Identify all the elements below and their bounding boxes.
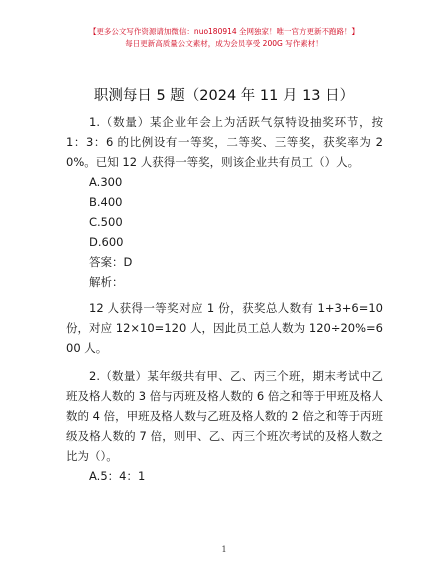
question-1-answer: 答案：D bbox=[89, 255, 133, 269]
document-body bbox=[66, 112, 383, 486]
question-1-option-d: D.600 bbox=[89, 235, 124, 249]
question-1-option-a: A.300 bbox=[89, 175, 123, 189]
question-2-stem: 2.（数量）某年级共有甲、乙、丙三个班，期末考试中乙班及格人数的 3 倍与丙班及格人数的 6 倍之和等于甲班及格人数的 4 倍，甲班及格人数与乙班及格人数的 2 倍之和等于丙班级及格人数的 7 倍，则甲、乙、丙三个班次考试的及格人数之比为（）。 bbox=[66, 369, 383, 463]
question-1-analysis: 12 人获得一等奖对应 1 份，获奖总人数有 1+3+6=10 份，对应 12×10=120 人，因此员工总人数为 120÷20%=600 人。 bbox=[66, 301, 383, 355]
promo-banner-line-1: 【更多公文写作资源请加微信：nuo180914 全网独家！唯一官方更新不跑路！】 bbox=[88, 27, 360, 36]
page-number: 1 bbox=[221, 545, 227, 554]
question-2-option-a: A.5：4：1 bbox=[89, 469, 146, 483]
question-1-stem: 1.（数量）某企业年会上为活跃气氛特设抽奖环节，按 1：3：6 的比例设有一等奖，二等奖、三等奖，获奖率为 20%。已知 12 人获得一等奖，则该企业共有员工（）人。 bbox=[66, 115, 383, 169]
question-1-option-c: C.500 bbox=[89, 215, 123, 229]
promo-banner-line-2: 每日更新高质量公文素材，成为会员享受 200G 写作素材！ bbox=[125, 39, 323, 48]
question-1-option-b: B.400 bbox=[89, 195, 123, 209]
page-title: 职测每日 5 题（2024 年 11 月 13 日） bbox=[93, 88, 355, 104]
question-1-analysis-label: 解析： bbox=[89, 275, 124, 289]
